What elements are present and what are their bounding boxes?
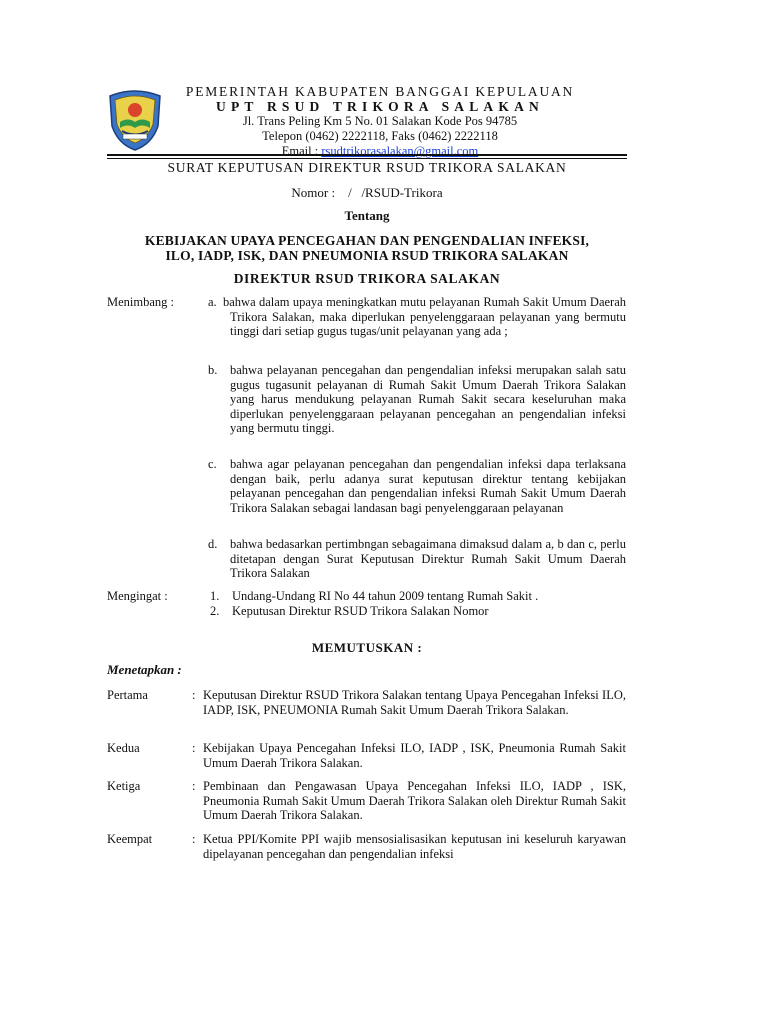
mengingat-marker-1: 1. [210, 589, 220, 603]
menimbang-item-d: bahwa bedasarkan pertimbngan sebagaimana dimaksud dalam a, b dan c, perlu ditetapan dengan Surat Keputusan Direktur Rumah Sakit Umum Daerah Trikora Salakan [230, 537, 626, 581]
decision-colon: : [192, 779, 196, 793]
mengingat-marker-2: 2. [210, 604, 220, 618]
mengingat-label: Mengingat : [107, 589, 168, 603]
menimbang-label: Menimbang : [107, 295, 175, 309]
tentang-heading: Tentang [344, 208, 390, 223]
letterhead-address: Jl. Trans Peling Km 5 No. 01 Salakan Kode Pos 94785 [242, 114, 518, 128]
menimbang-marker-d: d. [208, 537, 218, 551]
mengingat-item-2: Keputusan Direktur RSUD Trikora Salakan Nomor [232, 604, 489, 618]
decree-number: Nomor : / /RSUD-Trikora [291, 185, 443, 200]
subject-line-1: KEBIJAKAN UPAYA PENCEGAHAN DAN PENGENDALIAN INFEKSI, [144, 233, 590, 248]
decision-label-keempat: Keempat [107, 832, 153, 846]
letterhead-rule [107, 154, 627, 156]
mengingat-item-1: Undang-Undang RI No 44 tahun 2009 tentang Rumah Sakit . [232, 589, 539, 603]
menimbang-item-c: bahwa agar pelayanan pencegahan dan pengendalian infeksi dapa terlaksana dengan baik, perlu adanya surat keputusan direktur tentang kebijakan pelayanan pencegahan dan pengendalian infeksi Rumah Sakit Umum Daerah Trikora Salakan sebagai landasan bagi penyelenggaraan pelayanan [230, 457, 626, 515]
menetapkan-label: Menetapkan : [107, 662, 182, 677]
menimbang-marker-c: c. [208, 457, 217, 471]
decree-subject [107, 233, 627, 263]
letterhead-government: PEMERINTAH KABUPATEN BANGGAI KEPULAUAN [185, 84, 575, 99]
memutuskan-heading: MEMUTUSKAN : [311, 640, 423, 655]
menimbang-marker-a: a. [208, 295, 217, 309]
email-label: Email : [281, 144, 322, 158]
letterhead-email-row [160, 144, 600, 159]
director-heading: DIREKTUR RSUD TRIKORA SALAKAN [233, 271, 501, 286]
decision-colon: : [192, 741, 196, 755]
menimbang-marker-b: b. [208, 363, 218, 377]
menimbang-item-b: bahwa pelayanan pencegahan dan pengendalian infeksi merupakan salah satu gugus tugasunit pelayanan di Rumah Sakit Umum Daerah Trikora Salakan yang harus mendukung pelayanan Rumah Sakit secara keseluruhan maka diperlukan penyelenggaraan pelayanan pencegahan an pengendalian infeksi yang bermutu tinggi. [230, 363, 626, 436]
letterhead-hospital: UPT RSUD TRIKORA SALAKAN [216, 99, 544, 114]
decision-label-kedua: Kedua [107, 741, 140, 755]
decree-title: SURAT KEPUTUSAN DIREKTUR RSUD TRIKORA SALAKAN [167, 160, 567, 175]
decision-text-kedua: Kebijakan Upaya Pencegahan Infeksi ILO, IADP , ISK, Pneumonia Rumah Sakit Umum Daerah Trikora Salakan. [203, 741, 626, 770]
letterhead [160, 84, 600, 159]
email-link[interactable]: rsudtrikorasalakan@gmail.com [321, 144, 479, 158]
menimbang-item-a: bahwa dalam upaya meningkatkan mutu pelayanan Rumah Sakit Umum Daerah Trikora Salakan, maka diperlukan penyelenggaraan pelayanan yang bermutu tinggi dari setiap gugus tugas/unit pelayanan yang ada ; [223, 295, 626, 339]
decision-text-keempat: Ketua PPI/Komite PPI wajib mensosialisasikan keputusan ini keseluruh karyawan dipelayanan pencegahan dan pengendalian infeksi [203, 832, 626, 861]
decision-label-pertama: Pertama [107, 688, 148, 702]
decision-colon: : [192, 688, 196, 702]
letterhead-phone: Telepon (0462) 2222118, Faks (0462) 2222118 [262, 129, 498, 143]
decision-text-ketiga: Pembinaan dan Pengawasan Upaya Pencegahan Infeksi ILO, IADP , ISK, Pneumonia Rumah Sakit Umum Daerah Trikora Salakan oleh Direktur Rumah Sakit Umum Daerah Trikora Salakan. [203, 779, 626, 823]
regency-coat-of-arms-icon [106, 86, 164, 152]
subject-line-2: ILO, IADP, ISK, DAN PNEUMONIA RSUD TRIKORA SALAKAN [165, 248, 569, 263]
letterhead-rule-thin [107, 158, 627, 159]
decision-label-ketiga: Ketiga [107, 779, 141, 793]
decision-text-pertama: Keputusan Direktur RSUD Trikora Salakan tentang Upaya Pencegahan Infeksi ILO, IADP, ISK, PNEUMONIA Rumah Sakit Umum Daerah Trikora Salakan. [203, 688, 626, 717]
decision-colon: : [192, 832, 196, 846]
